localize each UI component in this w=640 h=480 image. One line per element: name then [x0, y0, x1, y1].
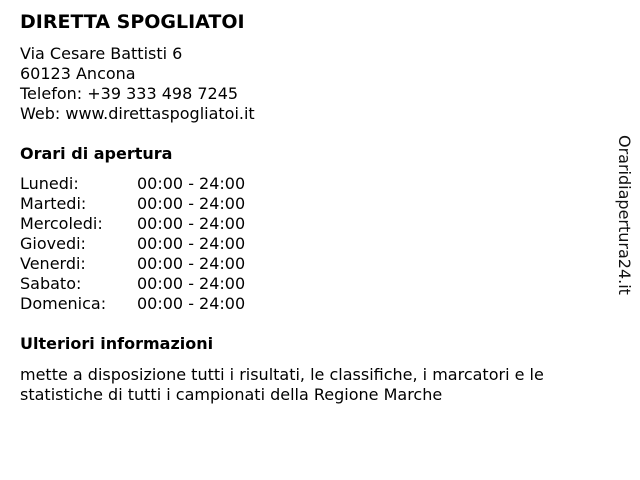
day-label: Lunedi: [20, 174, 79, 193]
brand-watermark: Oraridiapertura24.it [615, 135, 634, 295]
hours-row-wednesday [20, 214, 245, 234]
hours-row-tuesday [20, 194, 245, 214]
hours-row-monday [20, 174, 245, 194]
address-block [20, 44, 255, 124]
time-range: 00:00 - 24:00 [137, 194, 246, 213]
street-address: Via Cesare Battisti 6 [20, 44, 183, 63]
day-label: Domenica: [20, 294, 107, 313]
time-range: 00:00 - 24:00 [137, 254, 246, 273]
hours-row-friday [20, 254, 245, 274]
day-label: Martedi: [20, 194, 87, 213]
business-name: DIRETTA SPOGLIATOI [20, 11, 245, 33]
time-range: 00:00 - 24:00 [137, 294, 246, 313]
day-label: Mercoledi: [20, 214, 103, 233]
day-label: Venerdi: [20, 254, 86, 273]
day-label: Sabato: [20, 274, 82, 293]
hours-row-sunday [20, 294, 245, 314]
opening-hours-table [20, 174, 245, 314]
phone-number: Telefon: +39 333 498 7245 [20, 84, 239, 103]
city-postcode: 60123 Ancona [20, 64, 136, 83]
time-range: 00:00 - 24:00 [137, 214, 246, 233]
opening-hours-heading: Orari di apertura [20, 144, 173, 163]
time-range: 00:00 - 24:00 [137, 274, 246, 293]
additional-info-text: mette a disposizione tutti i risultati, le classifiche, i marcatori e le statistiche di tutti i campionati della Regione Marche [20, 365, 544, 404]
hours-row-saturday [20, 274, 245, 294]
hours-row-thursday [20, 234, 245, 254]
additional-info-heading: Ulteriori informazioni [20, 334, 214, 353]
website: Web: www.direttaspogliatoi.it [20, 104, 255, 123]
time-range: 00:00 - 24:00 [137, 234, 246, 253]
time-range: 00:00 - 24:00 [137, 174, 246, 193]
day-label: Giovedi: [20, 234, 86, 253]
